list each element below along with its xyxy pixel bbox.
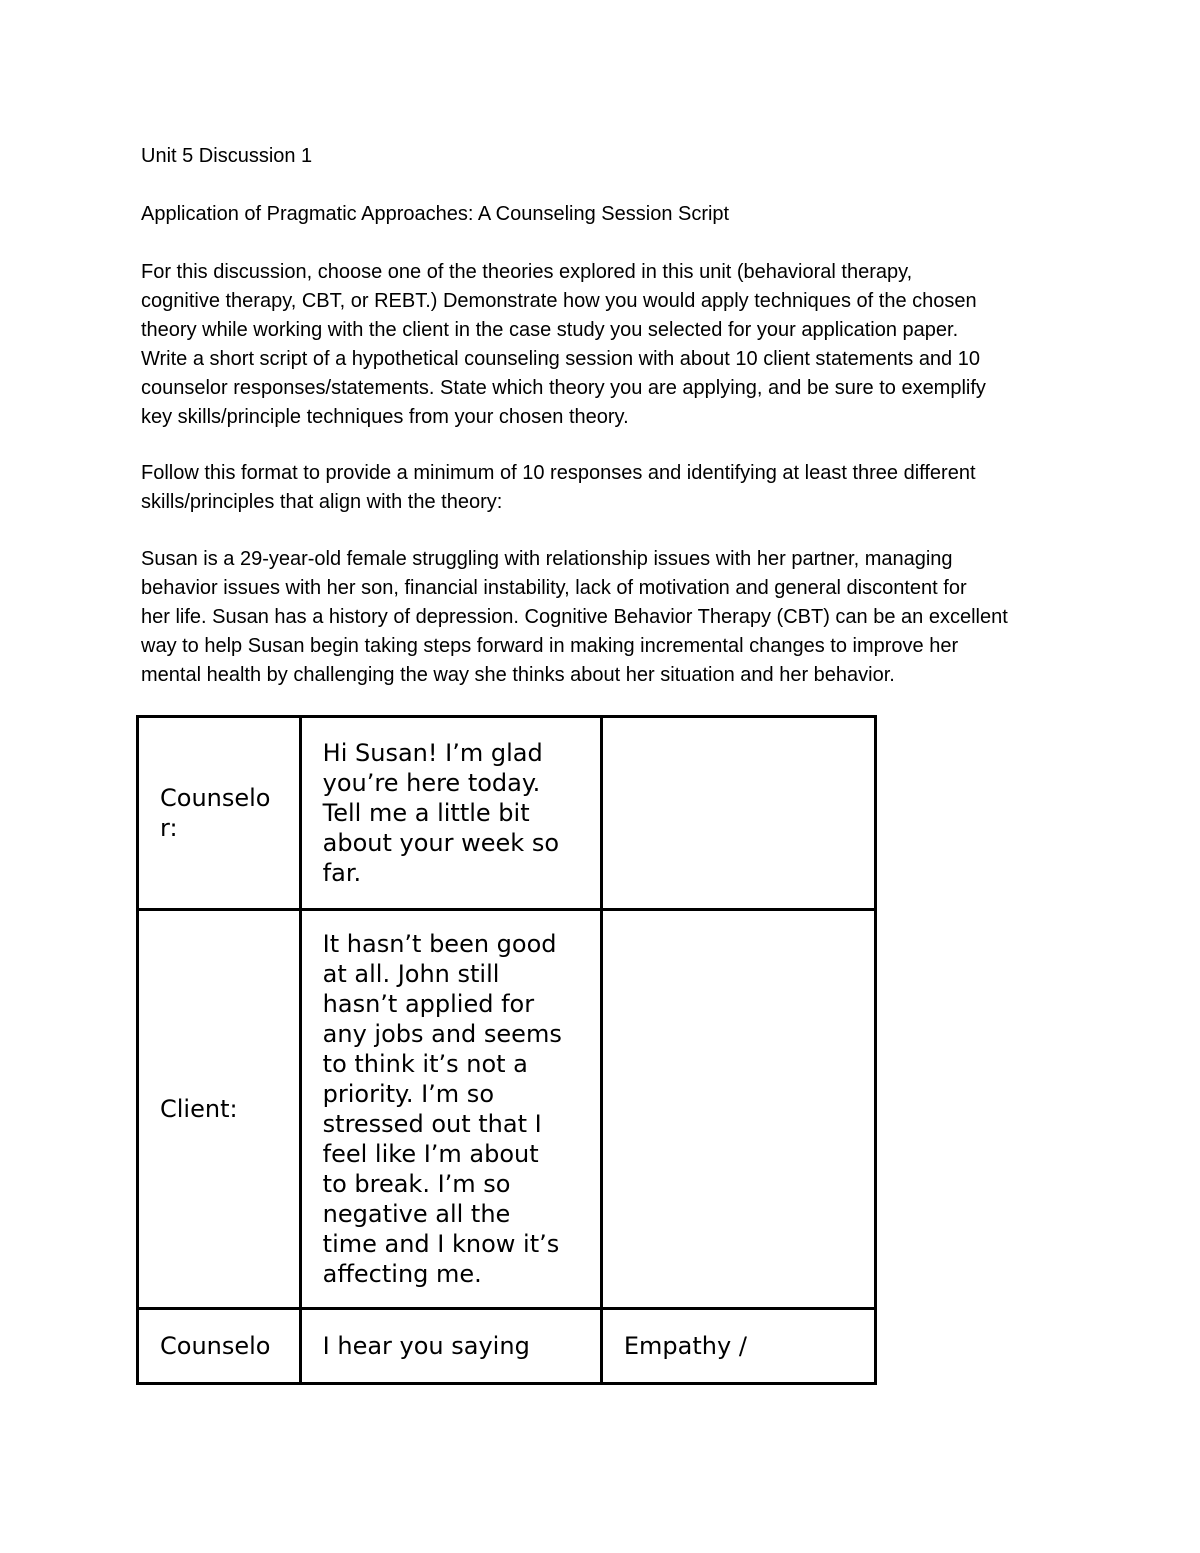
- unit-title: Unit 5 Discussion 1: [141, 145, 313, 167]
- prompt-line: Write a short script of a hypothetical counseling session with about 10 client statements and 10: [141, 348, 980, 370]
- speaker-cell: [138, 717, 301, 910]
- table-row: [138, 717, 876, 910]
- statement-line: you’re here today.: [322, 769, 541, 797]
- statement-line: Hi Susan! I’m glad: [322, 739, 543, 767]
- prompt-line: cognitive therapy, CBT, or REBT.) Demonstrate how you would apply techniques of the chosen: [141, 290, 977, 312]
- table-row: [138, 1309, 876, 1384]
- statement-line: feel like I’m about: [322, 1140, 539, 1168]
- format-paragraph: [141, 459, 1071, 517]
- statement-cell: [300, 1309, 601, 1384]
- case-paragraph: [141, 545, 1071, 690]
- case-line: her life. Susan has a history of depression. Cognitive Behavior Therapy (CBT) can be an excellent: [141, 606, 1008, 628]
- prompt-line: key skills/principle techniques from your chosen theory.: [141, 406, 629, 428]
- skill-cell: [601, 717, 875, 910]
- prompt-line: theory while working with the client in the case study you selected for your application paper.: [141, 319, 959, 341]
- prompt-line: For this discussion, choose one of the theories explored in this unit (behavioral therapy,: [141, 261, 913, 283]
- speaker-label: Counselo: [160, 784, 271, 812]
- skill-cell: [601, 910, 875, 1309]
- statement-cell: [300, 910, 601, 1309]
- statement-line: about your week so: [322, 829, 559, 857]
- statement-line: far.: [322, 859, 362, 887]
- case-line: Susan is a 29-year-old female struggling with relationship issues with her partner, managing: [141, 548, 953, 570]
- format-line: Follow this format to provide a minimum of 10 responses and identifying at least three different: [141, 462, 976, 484]
- statement-cell: [300, 717, 601, 910]
- speaker-label: Client:: [160, 1095, 238, 1123]
- speaker-cell: [138, 1309, 301, 1384]
- statement-line: time and I know it’s: [322, 1230, 560, 1258]
- prompt-paragraph: [141, 258, 1071, 432]
- statement-line: any jobs and seems: [322, 1020, 562, 1048]
- statement-line: I hear you saying: [322, 1332, 530, 1360]
- session-script-table: [136, 715, 877, 1385]
- statement-line: at all. John still: [322, 960, 500, 988]
- statement-line: hasn’t applied for: [322, 990, 535, 1018]
- statement-line: Tell me a little bit: [322, 799, 530, 827]
- prompt-line: counselor responses/statements. State which theory you are applying, and be sure to exemplify: [141, 377, 986, 399]
- speaker-label: Counselo: [160, 1332, 271, 1360]
- statement-line: stressed out that I: [322, 1110, 542, 1138]
- case-line: mental health by challenging the way she thinks about her situation and her behavior.: [141, 664, 895, 686]
- case-line: behavior issues with her son, financial instability, lack of motivation and general discontent for: [141, 577, 967, 599]
- speaker-label: r:: [160, 814, 178, 842]
- statement-line: It hasn’t been good: [322, 930, 557, 958]
- statement-line: to break. I’m so: [322, 1170, 511, 1198]
- skill-cell: [601, 1309, 875, 1384]
- statement-line: affecting me.: [322, 1260, 482, 1288]
- speaker-cell: [138, 910, 301, 1309]
- skill-label: Empathy /: [623, 1332, 747, 1360]
- table-row: [138, 910, 876, 1309]
- statement-line: negative all the: [322, 1200, 511, 1228]
- format-line: skills/principles that align with the theory:: [141, 491, 503, 513]
- statement-line: priority. I’m so: [322, 1080, 494, 1108]
- assignment-title: Application of Pragmatic Approaches: A Counseling Session Script: [141, 203, 730, 225]
- statement-line: to think it’s not a: [322, 1050, 528, 1078]
- case-line: way to help Susan begin taking steps forward in making incremental changes to improve her: [141, 635, 959, 657]
